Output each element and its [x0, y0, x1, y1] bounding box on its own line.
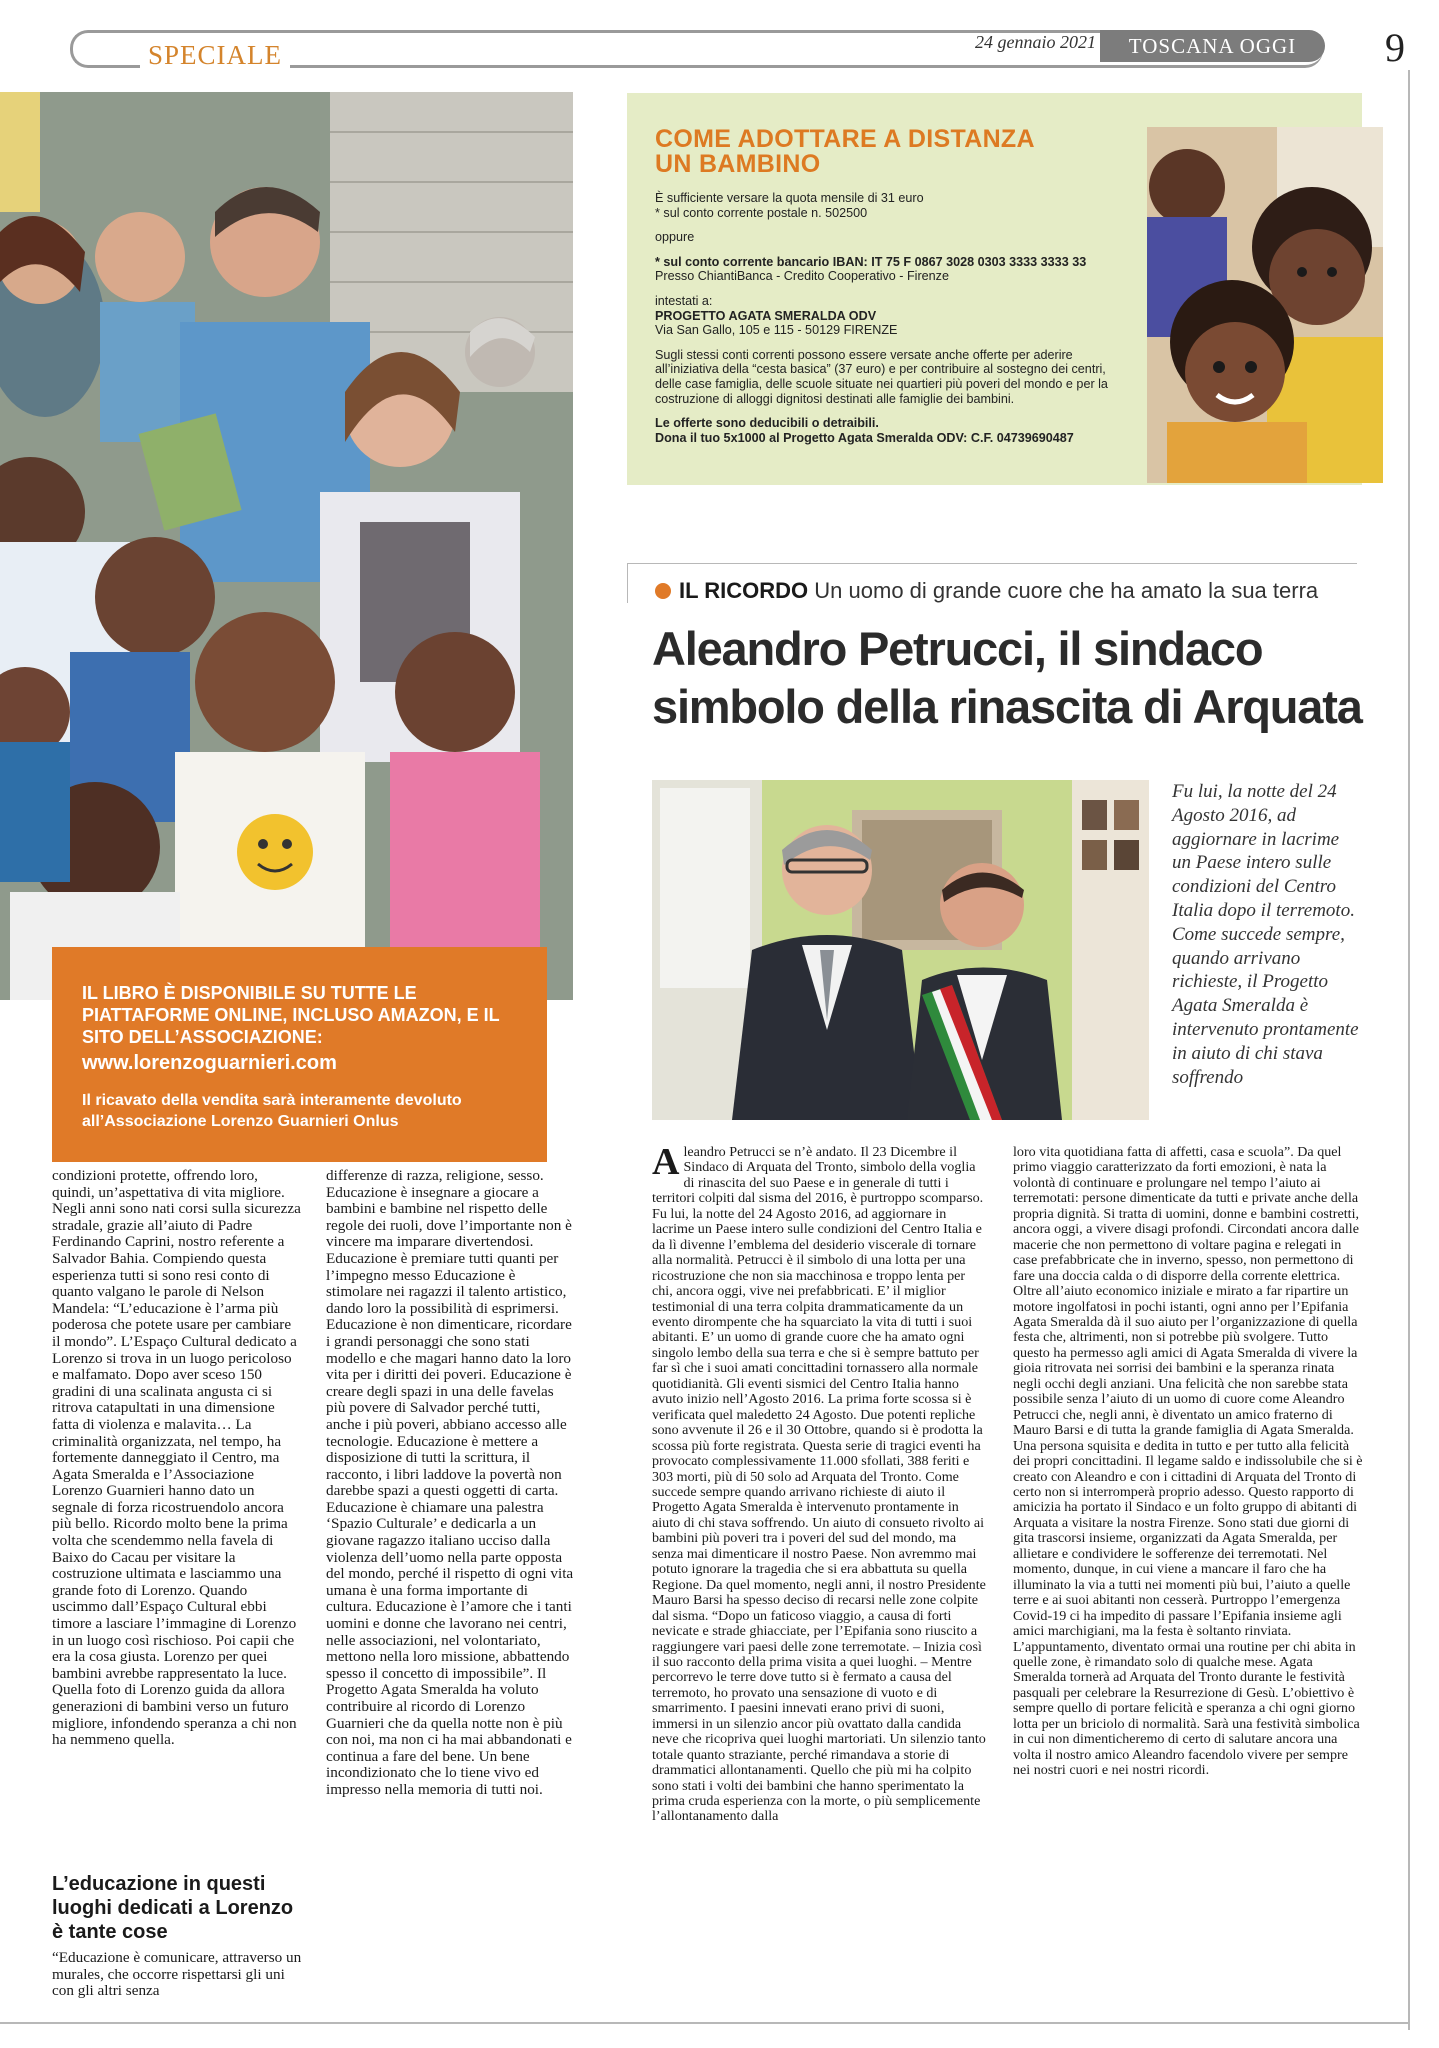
postal-account-line: * sul conto corrente postale n. 502500	[655, 205, 868, 220]
article-col1-text: leandro Petrucci se n’è andato. Il 23 Dicembre il Sindaco di Arquata del Tronto, simbolo della voglia di rinascita del suo Paese e in generale di tutti i territori colpiti dal sisma del 2016, è purtroppo scomparso. Fu lui, la notte del 24 Agosto 2016, ad aggiornare in lacrime un Paese intero sulle condizioni del Centro Italia e da lì divenne l’emblema del desiderio viscerale di tornare alla normalità. Petrucci è il simbolo di una lotta per una ricostruzione che non sia macchinosa e troppo lenta per chi, ancora oggi, vive nei prefabbricati. E’ il miglior testimonial di una terra colpita drammaticamente da un evento dirompente che ha squarciato la vita di tutti i suoi abitanti. E’ un uomo di grande cuore che ha amato ogni singolo lembo della sua terra e che si è sempre battuto per far sì che i suoi amati concittadini tornassero alla normale quotidianità. Gli eventi sismici del Centro Italia hanno avuto inizio nell’Agosto 2016. La prima forte scossa si è verificata quel maledetto 24 Agosto. Due potenti repliche sono avvenute il 26 e il 30 Ottobre, quando si è prodotta la scossa più forte registrata. Questa serie di tragici eventi ha provocato complessivamente 11.000 sfollati, 388 feriti e 303 morti, più di 50 solo ad Arquata del Tronto. Come succede sempre quando arrivano richieste di aiuto il Progetto Agata Smeralda è intervenuto prontamente in aiuto di chi stava soffrendo. Un aiuto di consueto rivolto ai bambini più poveri tra i poveri del sud del mondo, ma senza mai dimenticare il nostro Paese. Non avremmo mai potuto ignorare la tragedia che si era abbattuta su quella Regione. Da quel momento, negli anni, il nostro Presidente Mauro Barsi ha spesso deciso di recarsi nelle zone colpite dal sisma. “Dopo un faticoso viaggio, a causa di forti nevicate e strade ghiacciate, per l’Epifania sono riuscito a raggiungere vari paesi delle zone terremotate. – Inizia così il suo racconto della prima visita a quei luoghi. – Mentre percorrevo le terre dove tutto si è fermato a causa del terremoto, ho provato una sensazione di vuoto e di smarrimento. I paesini innevati erano privi di suoni, immersi in un silenzio ancor più ovattato dalla candida neve che ricopriva quei luoghi martoriati. Un silenzio tanto totale quanto straziante, perché rimandava a storie di drammatici allontanamenti. Quello che più mi ha colpito sono stati i volti dei bambini che hanno sperimentato la prima cruda esperienza con la morte, o più semplicemente l’allontanamento dalla	[652, 1144, 986, 1825]
children-group-illustration	[0, 92, 573, 1000]
oppure-text: oppure	[655, 230, 695, 245]
left-article-subheading: L’educazione in questi luoghi dedicati a Lorenzo è tante cose	[52, 1873, 294, 1943]
smiling-children-photo	[1147, 127, 1383, 483]
adoption-box-body	[655, 191, 1135, 455]
article-drop-cap: A	[652, 1141, 680, 1183]
article-standfirst: Fu lui, la notte del 24 Agosto 2016, ad aggiornare in lacrime un Paese intero sulle condizioni del Centro Italia dopo il terremoto. Come succede sempre, quando arrivano richieste, il Progetto Agata Smeralda è intervenuto prontamente in aiuto di chi stava soffrendo	[1172, 781, 1359, 1088]
issue-date: 24 gennaio 2021	[975, 32, 1096, 52]
book-availability-box	[52, 947, 547, 1162]
article-top-rule	[627, 563, 1357, 564]
intestati-label: intestati a:	[655, 293, 713, 308]
article-kicker	[655, 578, 1318, 604]
smiling-children-illustration	[1147, 127, 1383, 483]
kicker-label: IL RICORDO	[679, 578, 809, 603]
offers-text: Sugli stessi conti correnti possono essere versate anche offerte per aderire all’iniziativa della “cesta basica” (37 euro) e per contribuire al sostegno dei centri, delle case famiglia, delle scuole situate nei quartieri più poveri del mondo e per la costruzione di alloggi dignitosi destinati alle famiglie dei bambini.	[655, 347, 1108, 406]
article-headline: Aleandro Petrucci, il sindaco simbolo della rinascita di Arquata	[652, 622, 1362, 733]
left-article-col1-end-text: “Educazione è comunicare, attraverso un murales, che occorre rispettarsi gli uni con gli altri senza	[52, 1949, 302, 2000]
adoption-box-title: COME ADOTTARE A DISTANZA UN BAMBINO	[655, 125, 1034, 178]
section-label: SPECIALE	[140, 40, 290, 71]
five-per-mille-text: Dona il tuo 5x1000 al Progetto Agata Smeralda ODV: C.F. 04739690487	[655, 430, 1074, 445]
bank-line: Presso ChiantiBanca - Credito Cooperativo - Firenze	[655, 269, 949, 284]
publication-name: TOSCANA OGGI	[1100, 30, 1325, 62]
article-column-2	[1013, 1145, 1363, 1779]
article-column-1	[652, 1141, 987, 1825]
book-box-heading: IL LIBRO È DISPONIBILE SU TUTTE LE PIATTAFORME ONLINE, INCLUSO AMAZON, E IL SITO DELL’ASSOCIAZIONE:	[82, 983, 500, 1047]
org-address: Via San Gallo, 105 e 115 - 50129 FIRENZE	[655, 323, 898, 338]
left-article-col1-text: condizioni protette, offrendo loro, quindi, un’aspettativa di vita migliore. Negli anni sono nati corsi sulla sicurezza stradale, grazie all’aiuto di Padre Ferdinando Caprini, nostro referente a Salvador Bahia. Compiendo questa esperienza tutti si sono resi conto di quanto valgano le parole di Nelson Mandela: “L’educazione è l’arma più poderosa che potete usare per cambiare il mondo”. L’Espaço Cultural dedicato a Lorenzo si trova in un luogo pericoloso e malfamato. Dopo aver sceso 150 gradini di una scalinata angusta ci si ritrova catapultati in una dimensione fatta di violenza e malavita… La criminalità organizzata, nel tempo, ha fortemente danneggiato il Centro, ma Agata Smeralda e l’Associazione Lorenzo Guarnieri hanno dato un segnale di forza ricostruendolo ancora più bello. Ricordo molto bene la prima volta che scendemmo nella favela di Baixo do Cacau per visitare la costruzione ultimata e lasciammo una grande foto di Lorenzo. Quando uscimmo dall’Espaço Cultural ebbi timore a lasciare l’immagine di Lorenzo in un luogo così rischioso. Poi capii che era la cosa giusta. Lorenzo per quei bambini avrebbe rappresentato la luce. Quella foto di Lorenzo guida da allora generazioni di bambini verso un futuro migliore, infondendo speranza a chi non ha nemmeno quella.	[52, 1167, 301, 1749]
right-divider	[1408, 70, 1410, 2030]
book-box-note: Il ricavato della vendita sarà interamente devoluto all’Associazione Lorenzo Guarnieri Onlus	[82, 1092, 462, 1130]
page-number: 9	[1385, 25, 1405, 70]
article-col2-text: loro vita quotidiana fatta di affetti, casa e scuola”. Da quel primo viaggio caratterizzato da forti emozioni, è nata la volontà di continuare e prolungare nel tempo l’aiuto ai terremotati: persone dimenticate da tutti e private anche della propria dignità. Si tratta di uomini, donne e bambini costretti, ancora oggi, a vivere disagi profondi. Circondati ancora dalle macerie che non permettono di voltare pagina e relegati in case prefabbricate che in inverno, spesso, non permettono di fare una doccia calda o di disporre della corrente elettrica. Oltre all’aiuto economico iniziale e mirato a far ripartire un motore ingolfatosi in pochi istanti, ogni anno per l’Epifania Agata Smeralda dà il suo aiuto per l’organizzazione di quella festa che, altrimenti, non si potrebbe più svolgere. Tutto questo ha permesso agli amici di Agata Smeralda di vivere la gioia ritrovata nei sorrisi dei bambini e la speranza rinata negli occhi degli anziani. Una felicità che non sarebbe stata possibile senza l’aiuto di un uomo di cuore come Aleandro Petrucci che, negli anni, è diventato un amico fraterno di Mauro Barsi e di tutta la grande famiglia di Agata Smeralda. Una persona squisita e dedita in tutto e per tutto alla felicità dei propri concittadini. Il legame saldo e indissolubile che si è creato con Aleandro e con i cittadini di Arquata del Tronto di certo non si interromperà proprio adesso. Questo rapporto di amicizia ha portato il Sindaco e un folto gruppo di abitanti di Arquata a visitare la nostra Firenze. Sono stati due giorni di gita trascorsi insieme, organizzati da Agata Smeralda, per allietare e condividere le sofferenze dei terremotati. Nel momento, dunque, in cui viene a mancare il faro che ha illuminato la via a tutti nei momenti più bui, l’aiuto a quelle terre e ai suoi abitanti non cesserà. Purtroppo l’emergenza Covid-19 ci ha impedito di passare l’Epifania insieme agli amici marchigiani, ma la festa è soltanto rinviata. L’appuntamento, diventato ormai una routine per chi abita in quelle zone, è rimandato solo di qualche mese. Agata Smeralda tornerà ad Arquata del Tronto durante le festività pasquali per celebrare la Resurrezione di Gesù. L’obiettivo è sempre quello di portare felicità e speranza a chi ogni giorno lotta per un briciolo di normalità. Sarà una festività simbolica in cui non dimenticheremo di certo di salutare ancora una volta il nostro amico Aleandro facendolo vivere per sempre nei nostri cuori e nei nostri ricordi.	[1013, 1144, 1363, 1779]
left-article-column-1-end	[52, 1950, 302, 2000]
left-article-column-1	[52, 1168, 302, 1749]
bullet-dot-icon	[655, 583, 671, 599]
deductible-text: Le offerte sono deducibili o detraibili.	[655, 416, 879, 431]
quota-line: È sufficiente versare la quota mensile di 31 euro	[655, 191, 924, 205]
children-group-photo	[0, 92, 573, 1000]
article-photo-illustration	[652, 780, 1149, 1120]
article-left-rule	[627, 563, 628, 603]
association-website-link[interactable]: www.lorenzoguarnieri.com	[82, 1052, 337, 1074]
iban-line: * sul conto corrente bancario IBAN: IT 75 F 0867 3028 0303 3333 3333 33	[655, 254, 1087, 269]
bottom-divider	[0, 2022, 1410, 2024]
left-article-column-2	[326, 1168, 574, 1799]
kicker-text: Un uomo di grande cuore che ha amato la sua terra	[814, 578, 1319, 603]
two-men-with-tricolor-sash-photo	[652, 780, 1149, 1120]
org-name: PROGETTO AGATA SMERALDA ODV	[655, 308, 877, 323]
left-article-col2-text: differenze di razza, religione, sesso. Educazione è insegnare a giocare a bambini e bambine nel rispetto delle regole dei ruoli, dove l’importante non è vincere ma imparare divertendosi. Educazione è premiare tutti quanti per l’impegno messo Educazione è stimolare nei ragazzi il talento artistico, dando loro la possibilità di esprimersi. Educazione è non dimenticare, ricordare i grandi personaggi che sono stati modello e che magari hanno dato la loro vita per i diritti dei poveri. Educazione è creare degli spazi in una delle favelas più povere di Salvador perché tutti, anche i più poveri, abbiano accesso alle tecnologie. Educazione è mettere a disposizione di tutti la scrittura, il racconto, i libri laddove la povertà non darebbe spazi a questi oggetti di carta. Educazione è chiamare una palestra ‘Spazio Culturale’ e dedicarla a un giovane ragazzo italiano ucciso dalla violenza dell’uomo nella parte opposta del mondo, perché il rispetto di ogni vita umana è una forma importante di cultura. Educazione è l’amore che i tanti uomini e donne che lavorano nei centri, nelle associazioni, nel volontariato, mettono nella loro missione, abbattendo spesso il concetto di impossibile”. Il Progetto Agata Smeralda ha voluto contribuire al ricordo di Lorenzo Guarnieri che da quella notte non è più con noi, ma non ci ha mai abbandonati e continua a fare del bene. Un bene incondizionato che lo tiene vivo ed impresso nella memoria di tutti noi.	[326, 1167, 574, 1798]
